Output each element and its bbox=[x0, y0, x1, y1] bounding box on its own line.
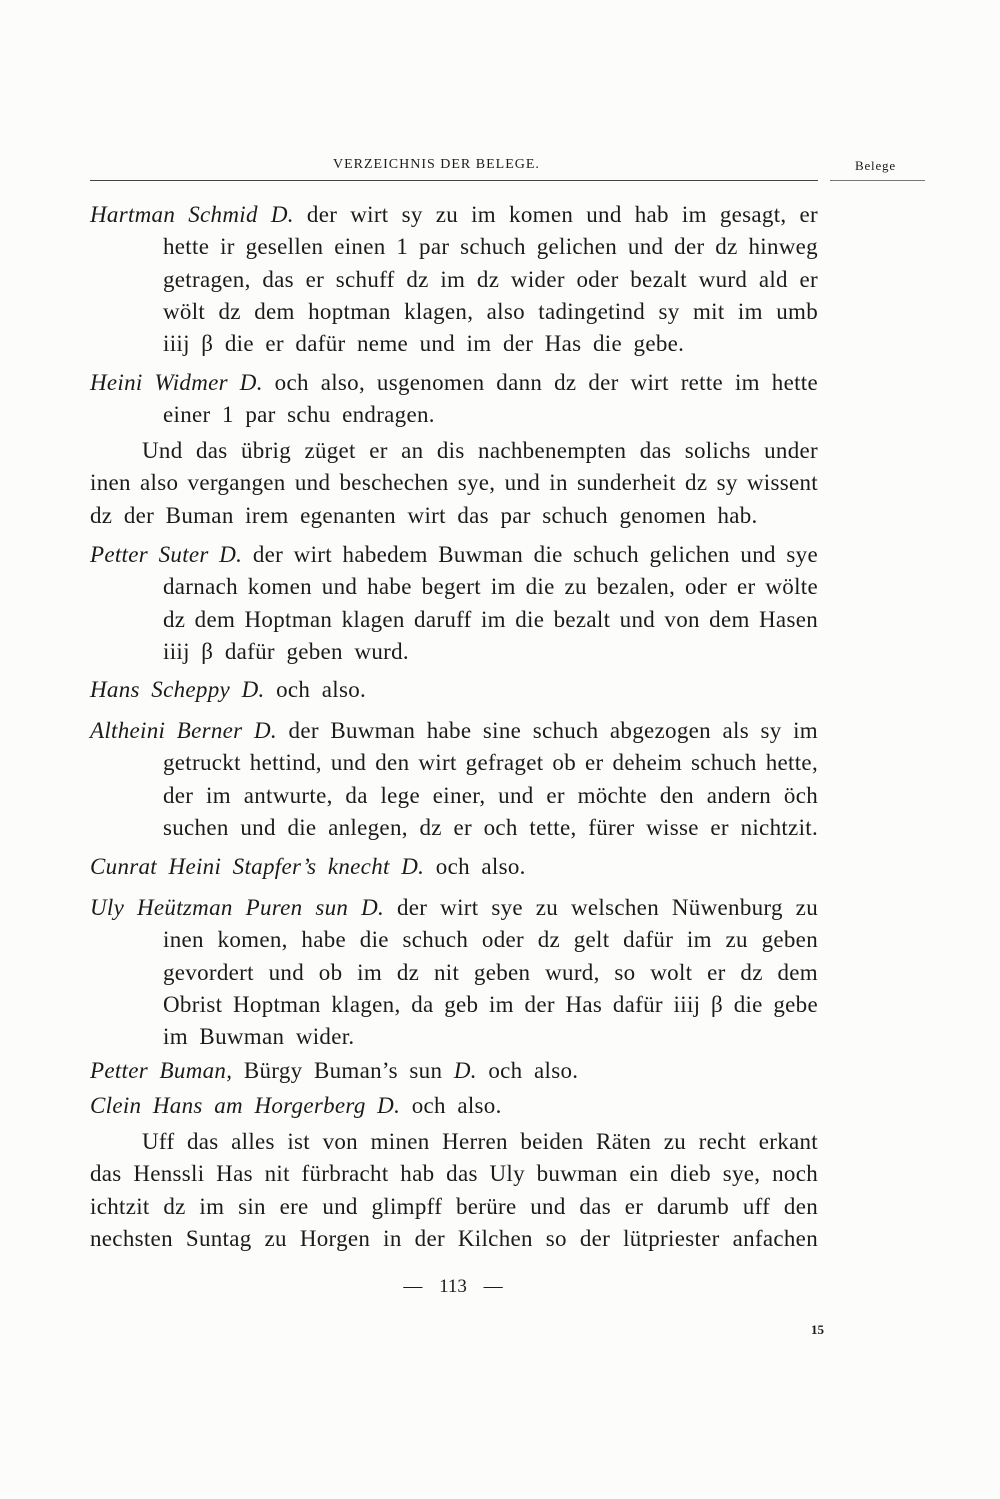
entry-petter-buman bbox=[90, 1055, 818, 1087]
witness-name: Petter Buman, bbox=[90, 1058, 233, 1083]
entry-line: suchen und die anlegen, dz er och tette, fürer wisse er nichtzit. bbox=[163, 814, 818, 840]
entry-line: iiij β dafür geben wurd. bbox=[163, 638, 409, 664]
entry-line: einer 1 par schu endragen. bbox=[163, 402, 435, 428]
paragraph-line: Und das übrig züget er an dis nachbenempten das solichs under bbox=[142, 438, 818, 463]
entry-text: der Buwman habe sine schuch abgezogen als sy im bbox=[288, 718, 818, 743]
paragraph-line: nechsten Suntag zu Horgen in der Kilchen so der lütpriester anfachen bbox=[90, 1225, 818, 1251]
witness-name: Altheini Berner D. bbox=[90, 718, 277, 743]
paragraph-line: dz der Buman irem egenanten wirt das par schuch genomen hab. bbox=[90, 502, 758, 528]
entry-line: gevordert und ob im dz nit geben wurd, so wolt er dz dem bbox=[163, 959, 818, 985]
witness-name: Heini Widmer D. bbox=[90, 370, 263, 395]
entry-line: wölt dz dem hoptman klagen, also tadingetind sy mit im umb bbox=[163, 298, 818, 324]
entry-hans-scheppy bbox=[90, 674, 818, 706]
entry-first-line bbox=[90, 539, 818, 571]
entry-altheini-berner bbox=[90, 715, 818, 844]
paragraph-line: Uff das alles ist von minen Herren beiden Räten zu recht erkant bbox=[142, 1129, 818, 1154]
entry-uly-heuetzman bbox=[90, 892, 818, 1053]
paragraph-line: das Henssli Has nit fürbracht hab das Uly buwman ein dieb sye, noch bbox=[90, 1161, 818, 1187]
entry-petter-suter bbox=[90, 539, 818, 668]
entry-first-line bbox=[90, 715, 818, 747]
entry-line: im Buwman wider. bbox=[163, 1024, 355, 1050]
witness-mark: D. bbox=[453, 1058, 477, 1083]
entry-line: der im antwurte, da lege einer, und er möchte den andern öch bbox=[163, 782, 818, 808]
entry-text: och also. bbox=[435, 854, 526, 879]
entry-heini-widmer bbox=[90, 367, 818, 432]
entry-line: getragen, das er schuff dz im dz wider oder bezalt wurd ald er bbox=[163, 266, 818, 292]
entry-line: iiij β die er dafür neme und im der Has die gebe. bbox=[163, 331, 685, 357]
entry-hartman-schmid bbox=[90, 199, 818, 360]
paragraph-und-das-uebrig bbox=[90, 435, 818, 532]
entry-first-line bbox=[90, 1090, 818, 1122]
entry-text: der wirt sye zu welschen Nüwenburg zu bbox=[397, 895, 818, 920]
witness-name: Hans Scheppy D. bbox=[90, 677, 265, 702]
header-rule bbox=[90, 180, 818, 181]
entry-line: getruckt hettind, und den wirt gefraget ob er deheim schuch hette, bbox=[163, 750, 818, 776]
witness-name: Cunrat Heini Stapfer’s knecht D. bbox=[90, 854, 425, 879]
entry-text: och also. bbox=[276, 677, 367, 702]
entry-first-line bbox=[90, 892, 818, 924]
entry-first-line bbox=[90, 674, 818, 706]
entry-line: dz dem Hoptman klagen daruff im die bezalt und von dem Hasen bbox=[163, 606, 818, 632]
witness-name: Hartman Schmid D. bbox=[90, 202, 294, 227]
entry-line: hette ir gesellen einen 1 par schuch gelichen und der dz hinweg bbox=[163, 234, 818, 260]
entry-text: och also, usgenomen dann dz der wirt rette im hette bbox=[274, 370, 818, 395]
entry-text: och also. bbox=[411, 1093, 502, 1118]
entry-first-line bbox=[90, 199, 818, 231]
paragraph-line: inen also vergangen und beschechen sye, und in sunderheit dz sy wissent bbox=[90, 470, 818, 496]
section-rule bbox=[830, 180, 925, 181]
witness-name: Clein Hans am Horgerberg D. bbox=[90, 1093, 401, 1118]
paragraph-line: ichtzit dz im sin ere und glimpff berüre und das er darumb uff den bbox=[90, 1193, 818, 1219]
entry-line: darnach komen und habe begert im die zu bezalen, oder er wölte bbox=[163, 574, 818, 600]
section-label: Belege bbox=[855, 158, 896, 173]
running-title: VERZEICHNIS DER BELEGE. bbox=[333, 157, 540, 172]
witness-name: Petter Suter D. bbox=[90, 542, 243, 567]
witness-relation: Bürgy Buman’s sun bbox=[243, 1058, 443, 1083]
entry-text: och also. bbox=[488, 1058, 579, 1083]
entry-line: inen komen, habe die schuch oder dz gelt dafür im zu geben bbox=[163, 927, 818, 953]
entry-clein-hans bbox=[90, 1090, 818, 1122]
signature-mark: 15 bbox=[811, 1322, 824, 1337]
page-number: — 113 — bbox=[403, 1276, 503, 1297]
paragraph-uff-das-alles bbox=[90, 1126, 818, 1255]
entry-cunrat-heini bbox=[90, 851, 818, 883]
entry-first-line bbox=[90, 851, 818, 883]
entry-text: der wirt habedem Buwman die schuch gelichen und sye bbox=[252, 542, 818, 567]
entry-text: der wirt sy zu im komen und hab im gesagt, er bbox=[306, 202, 818, 227]
entry-first-line bbox=[90, 1055, 818, 1087]
witness-name: Uly Heützman Puren sun D. bbox=[90, 895, 385, 920]
entry-line: Obrist Hoptman klagen, da geb im der Has dafür iiij β die gebe bbox=[163, 991, 818, 1017]
entry-first-line bbox=[90, 367, 818, 399]
